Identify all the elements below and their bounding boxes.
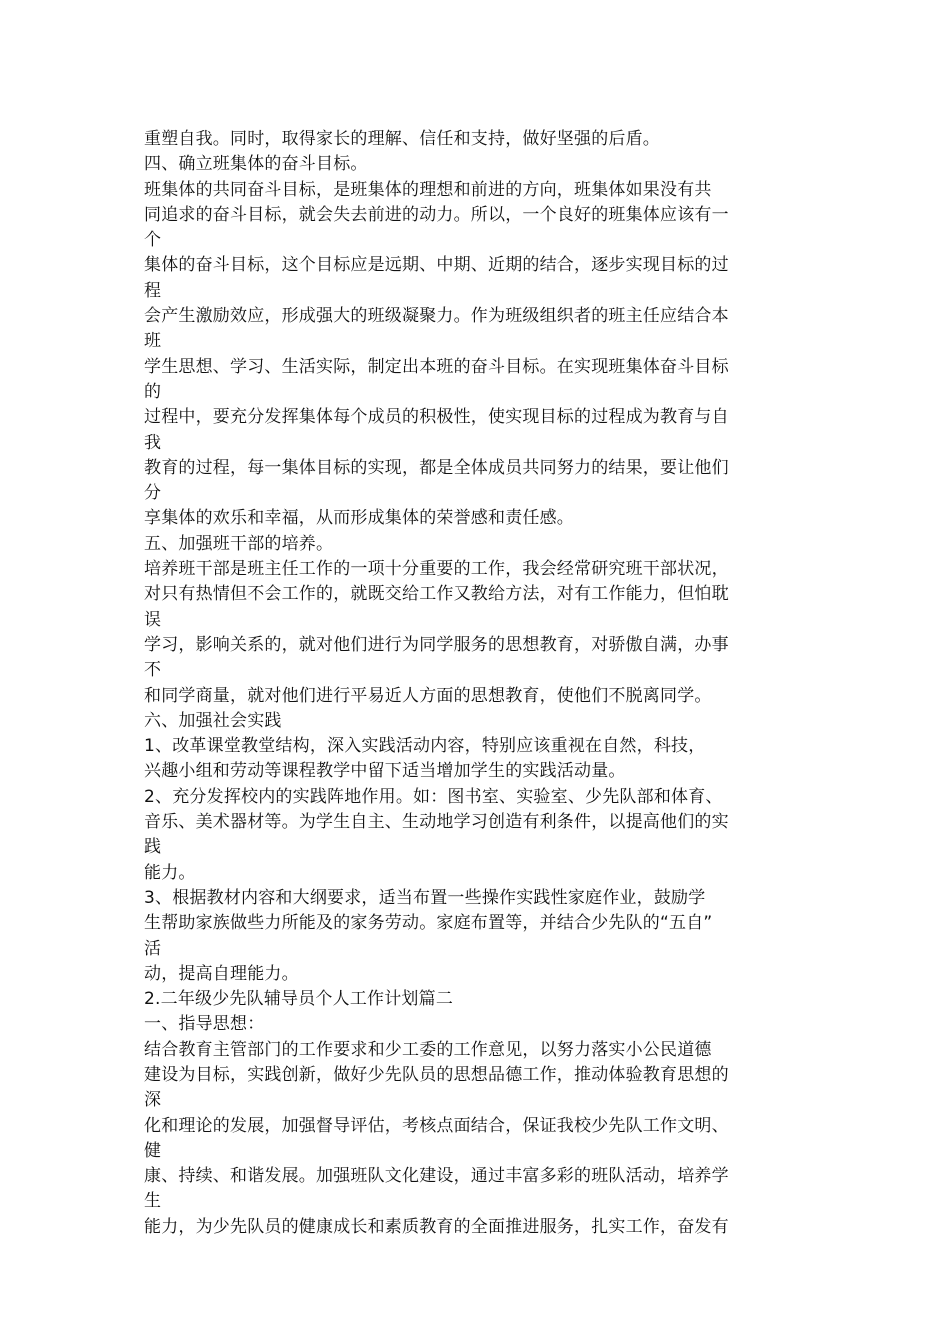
text-line: 我	[144, 432, 162, 453]
text-line: 活	[144, 938, 162, 959]
text-line: 不	[144, 660, 162, 681]
text-line: 音乐、美术器材等。为学生自主、生动地学习创造有利条件，以提高他们的实	[144, 812, 729, 833]
text-line: 会产生激励效应，形成强大的班级凝聚力。作为班级组织者的班主任应结合本	[144, 306, 729, 327]
section-heading: 六、加强社会实践	[144, 710, 282, 731]
text-line: 教育的过程，每一集体目标的实现，都是全体成员共同努力的结果，要让他们	[144, 457, 729, 478]
text-line: 兴趣小组和劳动等课程教学中留下适当增加学生的实践活动量。	[144, 761, 626, 782]
text-line: 生帮助家族做些力所能及的家务劳动。家庭布置等，并结合少先队的“五自”	[144, 913, 713, 934]
text-line: 集体的奋斗目标，这个目标应是远期、中期、近期的结合，逐步实现目标的过	[144, 255, 729, 276]
section-heading: 四、确立班集体的奋斗目标。	[144, 154, 368, 175]
text-line: 重塑自我。同时，取得家长的理解、信任和支持，做好坚强的后盾。	[144, 129, 660, 149]
text-line: 分	[144, 483, 162, 504]
text-line: 班	[144, 331, 162, 352]
text-line: 建设为目标，实践创新，做好少先队员的思想品德工作，推动体验教育思想的	[144, 1064, 729, 1085]
section-heading: 一、指导思想：	[144, 1014, 265, 1035]
text-line: 践	[144, 837, 162, 858]
section-heading: 2.二年级少先队辅导员个人工作计划篇二	[144, 989, 454, 1010]
text-line: 康、持续、和谐发展。加强班队文化建设，通过丰富多彩的班队活动，培养学	[144, 1166, 729, 1187]
text-line: 的	[144, 381, 162, 402]
document-body	[144, 127, 814, 1240]
text-line: 3、根据教材内容和大纲要求，适当布置一些操作实践性家庭作业，鼓励学	[144, 887, 706, 908]
text-line: 深	[144, 1090, 162, 1111]
text-line: 学生思想、学习、生活实际，制定出本班的奋斗目标。在实现班集体奋斗目标	[144, 356, 729, 377]
section-heading: 五、加强班干部的培养。	[144, 533, 334, 554]
text-line: 培养班干部是班主任工作的一项十分重要的工作，我会经常研究班干部状况，	[144, 559, 729, 580]
text-line: 个	[144, 230, 162, 251]
text-line: 和同学商量，就对他们进行平易近人方面的思想教育，使他们不脱离同学。	[144, 685, 712, 706]
text-line: 健	[144, 1140, 162, 1161]
text-line: 误	[144, 609, 162, 630]
text-line: 能力，为少先队员的健康成长和素质教育的全面推进服务，扎实工作，奋发有	[144, 1216, 729, 1237]
text-line: 生	[144, 1191, 162, 1212]
text-line: 过程中，要充分发挥集体每个成员的积极性，使实现目标的过程成为教育与自	[144, 407, 729, 428]
text-line: 享集体的欢乐和幸福，从而形成集体的荣誉感和责任感。	[144, 508, 574, 529]
text-line: 能力。	[144, 862, 196, 883]
text-line: 结合教育主管部门的工作要求和少工委的工作意见，以努力落实小公民道德	[144, 1039, 712, 1060]
text-line: 程	[144, 280, 162, 301]
text-line: 同追求的奋斗目标，就会失去前进的动力。所以，一个良好的班集体应该有一	[144, 204, 729, 225]
text-line: 动，提高自理能力。	[144, 963, 299, 984]
text-line: 班集体的共同奋斗目标，是班集体的理想和前进的方向，班集体如果没有共	[144, 179, 712, 200]
text-line: 1、改革课堂教堂结构，深入实践活动内容，特别应该重视在自然，科技，	[144, 736, 706, 757]
text-line: 学习，影响关系的，就对他们进行为同学服务的思想教育，对骄傲自满，办事	[144, 634, 729, 655]
text-line: 化和理论的发展，加强督导评估，考核点面结合，保证我校少先队工作文明、	[144, 1115, 729, 1136]
text-line: 2、充分发挥校内的实践阵地作用。如：图书室、实验室、少先队部和体育、	[144, 786, 723, 807]
text-line: 对只有热情但不会工作的，就既交给工作又教给方法，对有工作能力，但怕耽	[144, 584, 729, 605]
